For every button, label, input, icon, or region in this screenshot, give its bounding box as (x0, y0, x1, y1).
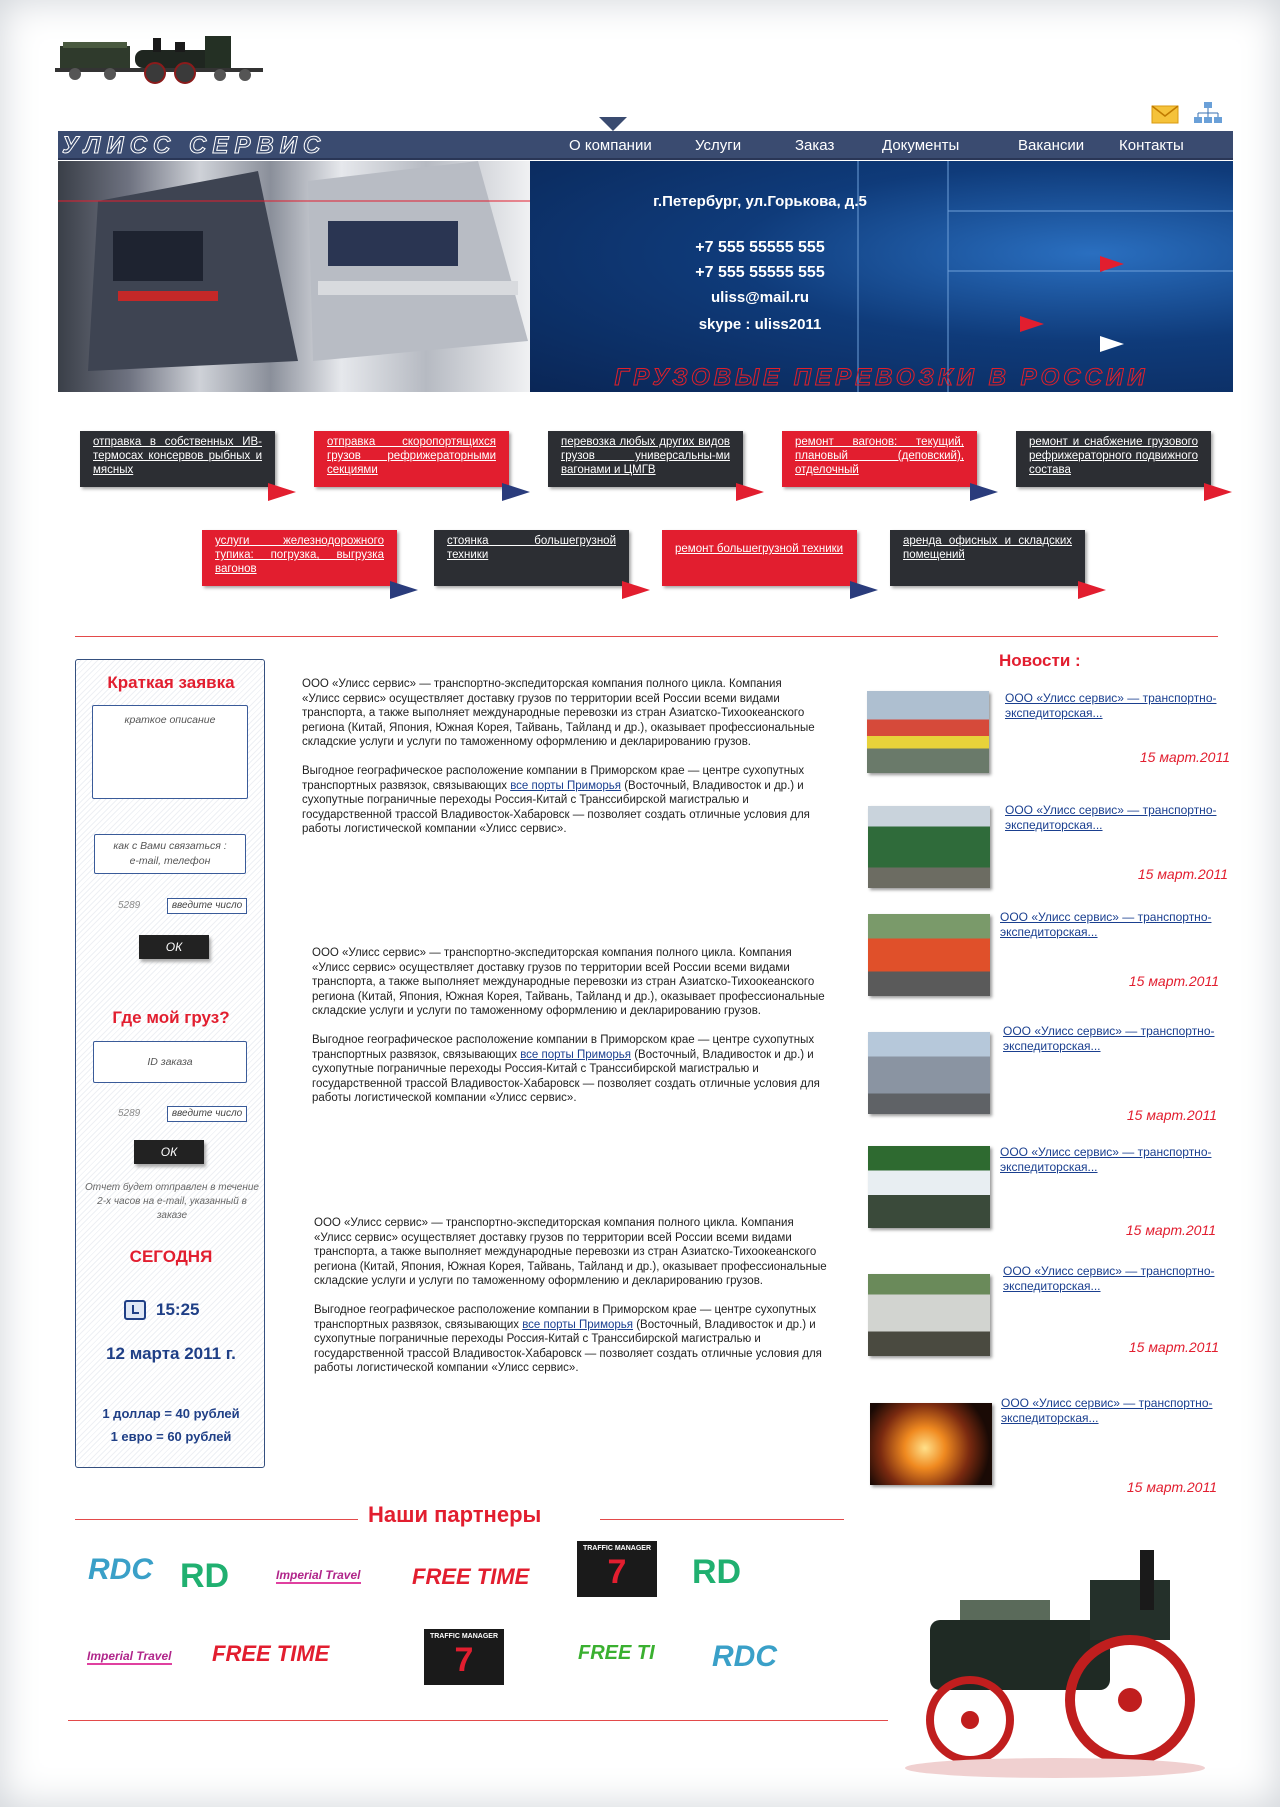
about-paragraph-2: Выгодное географическое расположение компании в Приморском крае — центре сухопутных транспортных развязок, связывающих все порты Приморья (Восточный, Владивосток и др.) и сухопутные пограничные переходы Россия-Китай с Транссибирской магистралью и государственной трассой Владивосток-Хабаровск — позволяет создать отличные условия для работы логистической компании «Улисс сервис». (312, 1034, 820, 1104)
service-tile[interactable] (434, 530, 629, 586)
news-date: 15 март.2011 (1128, 1339, 1219, 1355)
service-arrow-icon[interactable] (502, 483, 530, 501)
partner-logo-rdc[interactable]: RDC (712, 1640, 777, 1673)
partner-logo-freetime[interactable]: FREE TIME (212, 1641, 330, 1666)
mail-icon[interactable] (1150, 100, 1180, 126)
nav-contacts[interactable]: Контакты (1119, 137, 1184, 154)
order-id-input[interactable]: ID заказа (93, 1041, 247, 1083)
header-banner (58, 161, 1233, 392)
tracking-ok-button[interactable]: ОК (134, 1140, 204, 1164)
partner-logo-imperial[interactable]: Imperial Travel (87, 1649, 172, 1663)
news-date: 15 март.2011 (1126, 1479, 1217, 1495)
phone-2[interactable]: +7 555 55555 555 (695, 264, 825, 281)
news-link[interactable]: ООО «Улисс сервис» — транспортно-экспедиторская... (1001, 1396, 1213, 1425)
slogan: ГРУЗОВЫЕ ПЕРЕВОЗКИ В РОССИИ (614, 364, 1149, 391)
order-form-title: Краткая заявка (107, 673, 235, 692)
partner-logo-imperial[interactable]: Imperial Travel (276, 1568, 361, 1582)
nav-services[interactable]: Услуги (695, 137, 742, 154)
service-label: аренда офисных и складских помещений (903, 535, 1072, 561)
about-block-2 (312, 946, 828, 1106)
divider (75, 636, 1218, 637)
news-link[interactable]: ООО «Улисс сервис» — транспортно-экспедиторская... (1000, 1145, 1212, 1174)
service-label: стоянка большегрузной техники (447, 535, 616, 561)
clock-icon (124, 1300, 146, 1320)
news-link[interactable]: ООО «Улисс сервис» — транспортно-экспедиторская... (1003, 1024, 1215, 1053)
ports-link[interactable]: все порты Приморья (510, 779, 622, 792)
nav-about[interactable]: О компании (569, 137, 652, 154)
locomotive-logo[interactable] (55, 28, 263, 86)
company-skype[interactable]: skype : uliss2011 (698, 316, 822, 333)
service-label: услуги железнодорожного тупика: погрузка, выгрузка вагонов (215, 535, 384, 575)
brand-title[interactable]: УЛИСС СЕРВИС (62, 132, 327, 159)
service-arrow-icon[interactable] (1078, 581, 1106, 599)
tracking-title: Где мой груз? (112, 1008, 230, 1027)
news-link[interactable]: ООО «Улисс сервис» — транспортно-экспедиторская... (1005, 803, 1217, 832)
about-paragraph-2: Выгодное географическое расположение компании в Приморском крае — центре сухопутных транспортных развязок, связывающих все порты Приморья (Восточный, Владивосток и др.) и сухопутные пограничные переходы Россия-Китай с Транссибирской магистралью и государственной трассой Владивосток-Хабаровск — позволяет создать отличные условия для работы логистической компании «Улисс сервис». (302, 765, 810, 835)
service-tile[interactable] (1016, 431, 1211, 487)
about-block-3 (314, 1216, 830, 1376)
about-paragraph-2: Выгодное географическое расположение компании в Приморском крае — центре сухопутных транспортных развязок, связывающих все порты Приморья (Восточный, Владивосток и др.) и сухопутные пограничные переходы Россия-Китай с Транссибирской магистралью и государственной трассой Владивосток-Хабаровск — позволяет создать отличные условия для работы логистической компании «Улисс сервис». (314, 1304, 822, 1374)
service-arrow-icon[interactable] (736, 483, 764, 501)
today-label: СЕГОДНЯ (129, 1247, 213, 1266)
service-label: отправка в собственных ИВ-термосах консервов рыбных и мясных (93, 436, 262, 476)
partner-logo-freetime[interactable]: FREE TIME (412, 1564, 530, 1589)
description-input[interactable]: краткое описание (92, 705, 248, 799)
service-label: ремонт вагонов: текущий, плановый (деповский), отделочный (795, 436, 964, 476)
partner-logo-traffic[interactable]: TRAFFIC MANAGER 7 (577, 1541, 657, 1597)
news-date: 15 март.2011 (1137, 866, 1228, 882)
nav-documents[interactable]: Документы (882, 137, 960, 154)
service-arrow-icon[interactable] (1204, 483, 1232, 501)
service-tile[interactable] (548, 431, 743, 487)
service-label: перевозка любых других видов грузов универсальны-ми вагонами и ЦМГВ (561, 436, 730, 476)
service-tile[interactable] (314, 431, 509, 487)
service-arrow-icon[interactable] (622, 581, 650, 599)
captcha-code: 5289 (118, 900, 141, 911)
news-link[interactable]: ООО «Улисс сервис» — транспортно-экспедиторская... (1005, 691, 1217, 720)
eur-rate: 1 евро = 60 рублей (110, 1429, 232, 1444)
partners-title: Наши партнеры (368, 1502, 542, 1527)
service-label: ремонт и снабжение грузового рефрижераторного подвижного состава (1029, 436, 1198, 476)
news-thumbnail[interactable] (868, 1032, 990, 1114)
nav-order[interactable]: Заказ (795, 137, 835, 154)
service-label: отправка скоропортящихся грузов рефрижераторными секциями (327, 436, 496, 476)
news-thumbnail[interactable] (870, 1403, 992, 1485)
current-date: 12 марта 2011 г. (106, 1344, 236, 1363)
nav-vacancies[interactable]: Вакансии (1018, 137, 1085, 154)
contacts-panel (530, 161, 1233, 392)
service-arrow-icon[interactable] (850, 581, 878, 599)
usd-rate: 1 доллар = 40 рублей (102, 1406, 240, 1421)
about-paragraph: ООО «Улисс сервис» — транспортно-экспедиторская компания полного цикла. Компания «Улисс сервис» осуществляет доставку грузов по территории всей России всеми видами транспорта, а также выполняет международные перевозки из стран Азиатско-Тихоокеанского региона (Китай, Япония, Южная Корея, Тайвань, Тайланд и др.), оказывает профессиональные складские услуги и услуги по таможенному оформлению и декларированию грузов. (314, 1217, 827, 1287)
divider (68, 1720, 888, 1721)
sidebar-forms (75, 659, 265, 1468)
divider (600, 1519, 844, 1520)
contact-input[interactable]: как с Вами связаться : e-mail, телефон (94, 834, 246, 874)
company-address: г.Петербург, ул.Горькова, д.5 (653, 193, 867, 210)
partner-logo-rd[interactable]: RD (180, 1557, 230, 1595)
partner-logo-traffic[interactable]: TRAFFIC MANAGER 7 (424, 1629, 504, 1685)
about-block-1 (302, 677, 822, 837)
captcha-code: 5289 (118, 1108, 141, 1119)
partner-logo-rdc[interactable]: RDC (88, 1553, 153, 1586)
news-date: 15 март.2011 (1128, 973, 1219, 989)
service-label: ремонт большегрузной техники (675, 543, 844, 555)
current-time: 15:25 (156, 1300, 200, 1319)
steam-tractor-image (890, 1540, 1220, 1780)
partner-logo-freeti[interactable]: FREE TI (578, 1642, 655, 1664)
nav-active-pointer (599, 117, 627, 131)
service-tile[interactable] (890, 530, 1085, 586)
sitemap-icon[interactable] (1193, 100, 1223, 126)
partner-logo-rd[interactable]: RD (692, 1553, 742, 1591)
news-thumbnail[interactable] (868, 914, 990, 996)
news-link[interactable]: ООО «Улисс сервис» — транспортно-экспедиторская... (1000, 910, 1212, 939)
news-date: 15 март.2011 (1139, 749, 1230, 765)
service-tile[interactable] (202, 530, 397, 586)
locomotives-image (58, 161, 530, 392)
company-email[interactable]: uliss@mail.ru (711, 289, 809, 306)
news-thumbnail[interactable] (867, 691, 989, 773)
about-paragraph: ООО «Улисс сервис» — транспортно-экспедиторская компания полного цикла. Компания «Улисс сервис» осуществляет доставку грузов по территории всей России всеми видами транспорта, а также выполняет международные перевозки из стран Азиатско-Тихоокеанского региона (Китай, Япония, Южная Корея, Тайвань, Тайланд и др.), оказывает профессиональные складские услуги и услуги по таможенному оформлению и декларированию грузов. (312, 947, 825, 1017)
service-tile[interactable] (662, 530, 857, 586)
service-tile[interactable] (80, 431, 275, 487)
news-thumbnail[interactable] (868, 806, 990, 888)
news-date: 15 март.2011 (1125, 1222, 1216, 1238)
service-arrow-icon[interactable] (268, 483, 296, 501)
news-link[interactable]: ООО «Улисс сервис» — транспортно-экспедиторская... (1003, 1264, 1215, 1293)
about-paragraph: ООО «Улисс сервис» — транспортно-экспедиторская компания полного цикла. Компания «Улисс сервис» осуществляет доставку грузов по территории всей России всеми видами транспорта, а также выполняет международные перевозки из стран Азиатско-Тихоокеанского региона (Китай, Япония, Южная Корея, Тайвань, Тайланд и др.), оказывает профессиональные складские услуги и услуги по таможенному оформлению и декларированию грузов. (302, 678, 815, 748)
service-arrow-icon[interactable] (970, 483, 998, 501)
captcha-input[interactable]: введите число (167, 1106, 247, 1122)
divider (75, 1519, 358, 1520)
news-title: Новости : (999, 651, 1081, 670)
news-date: 15 март.2011 (1126, 1107, 1217, 1123)
news-thumbnail[interactable] (868, 1146, 990, 1228)
captcha-input[interactable]: введите число (167, 898, 247, 914)
order-ok-button[interactable]: ОК (139, 935, 209, 959)
ports-link[interactable]: все порты Приморья (520, 1048, 632, 1061)
phone-1[interactable]: +7 555 55555 555 (695, 239, 825, 256)
tracking-notice: Отчет будет отправлен в течение 2-х часов на e-mail, указанный в заказе (85, 1182, 259, 1221)
service-arrow-icon[interactable] (390, 581, 418, 599)
news-thumbnail[interactable] (868, 1274, 990, 1356)
service-tile[interactable] (782, 431, 977, 487)
ports-link[interactable]: все порты Приморья (522, 1318, 634, 1331)
